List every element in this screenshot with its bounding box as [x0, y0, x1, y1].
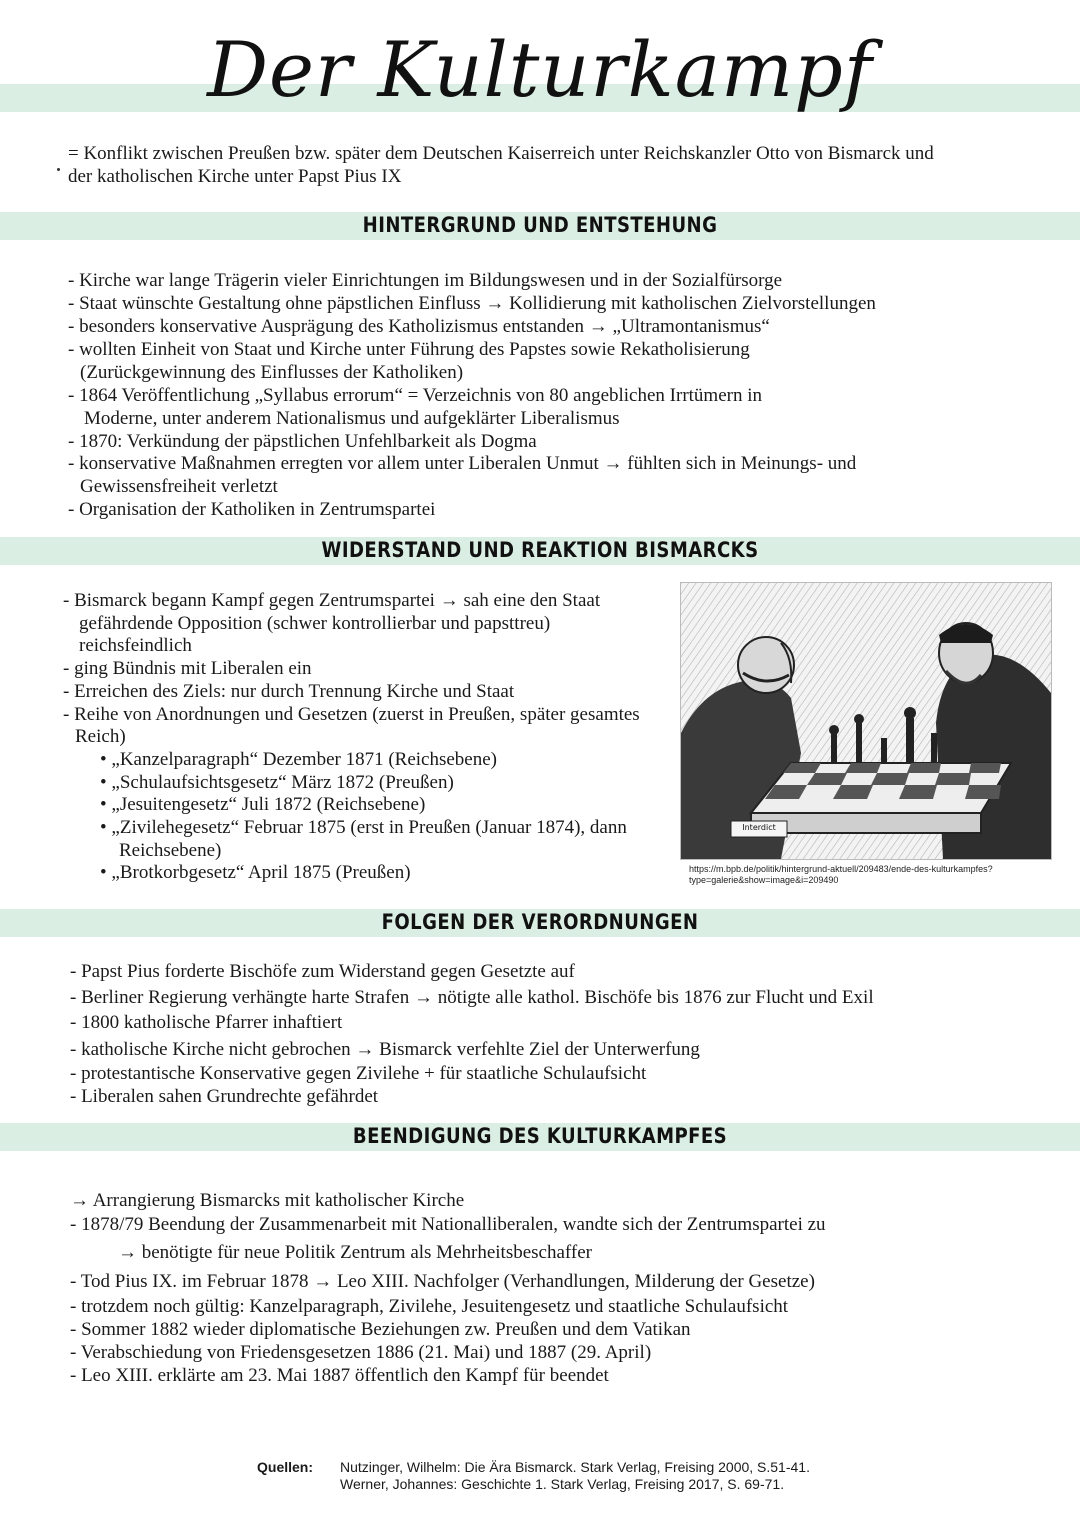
chess-players-drawing [681, 583, 1051, 859]
text-line: - Organisation der Katholiken in Zentrumspartei [68, 499, 436, 520]
page-title: Der Kulturkampf [207, 25, 873, 114]
text-line: - Kirche war lange Trägerin vieler Einrichtungen im Bildungswesen und in der Sozialfürsorge [68, 270, 783, 291]
list-item: • „Kanzelparagraph“ Dezember 1871 (Reichsebene) [100, 749, 497, 770]
text-line: - besonders konservative Ausprägung des Katholizismus entstanden → „Ultramontanismus“ [68, 316, 770, 337]
text-line: - Tod Pius IX. im Februar 1878 → Leo XIII. Nachfolger (Verhandlungen, Milderung der Gesetze) [70, 1271, 815, 1292]
list-item: • „Brotkorbgesetz“ April 1875 (Preußen) [100, 862, 411, 883]
text-line: gefährdende Opposition (schwer kontrollierbar und papsttreu) [79, 613, 551, 634]
image-caption-line: type=galerie&show=image&i=209490 [689, 875, 839, 885]
text-line: - Leo XIII. erklärte am 23. Mai 1887 öffentlich den Kampf für beendet [70, 1365, 609, 1386]
text-line: Gewissensfreiheit verletzt [80, 476, 278, 497]
text-line: - Reihe von Anordnungen und Gesetzen (zuerst in Preußen, später gesamtes [63, 704, 640, 725]
image-caption-line: https://m.bpb.de/politik/hintergrund-aktuell/209483/ende-des-kulturkampfes? [689, 864, 993, 874]
section-heading-beendigung: BEENDIGUNG DES KULTURKAMPFES [352, 1124, 728, 1148]
text-line: - protestantische Konservative gegen Zivilehe + für staatliche Schulaufsicht [70, 1063, 647, 1084]
text-line: - konservative Maßnahmen erregten vor allem unter Liberalen Unmut → fühlten sich in Meinungs- und [68, 453, 857, 474]
list-item: • „Jesuitengesetz“ Juli 1872 (Reichsebene) [100, 794, 426, 815]
text-line: - trotzdem noch gültig: Kanzelparagraph, Zivilehe, Jesuitengesetz und staatliche Schulaufsicht [70, 1296, 789, 1317]
section-heading-folgen: FOLGEN DER VERORDNUNGEN [381, 910, 699, 934]
text-line: - Staat wünschte Gestaltung ohne päpstlichen Einfluss → Kollidierung mit katholischen Zielvorstellungen [68, 293, 876, 314]
section-heading-hintergrund: HINTERGRUND UND ENTSTEHUNG [362, 213, 718, 237]
bullet-dot [57, 168, 60, 171]
text-line: reichsfeindlich [79, 635, 192, 656]
text-line: - wollten Einheit von Staat und Kirche unter Führung des Papstes sowie Rekatholisierung [68, 339, 750, 360]
image-caption [689, 864, 993, 886]
sources-label: Quellen: [257, 1459, 314, 1475]
text-line: - 1870: Verkündung der päpstlichen Unfehlbarkeit als Dogma [68, 431, 537, 452]
list-item: Reichsebene) [119, 840, 222, 861]
image-label: Interdict [742, 823, 776, 832]
list-item: • „Zivilehegesetz“ Februar 1875 (erst in Preußen (Januar 1874), dann [100, 817, 627, 838]
section-heading-widerstand: WIDERSTAND UND REAKTION BISMARCKS [321, 538, 759, 562]
text-line: - 1878/79 Beendung der Zusammenarbeit mit Nationalliberalen, wandte sich der Zentrumspartei zu [70, 1214, 826, 1235]
text-line: - 1864 Veröffentlichung „Syllabus errorum“ = Verzeichnis von 80 angeblichen Irrtümern in [68, 385, 763, 406]
list-item: • „Schulaufsichtsgesetz“ März 1872 (Preußen) [100, 772, 454, 793]
text-line: (Zurückgewinnung des Einflusses der Katholiken) [80, 362, 464, 383]
text-line: - Berliner Regierung verhängte harte Strafen → nötigte alle kathol. Bischöfe bis 1876 zur Flucht und Exil [70, 987, 874, 1008]
text-line: - Sommer 1882 wieder diplomatische Beziehungen zw. Preußen und dem Vatikan [70, 1319, 691, 1340]
text-line: → benötigte für neue Politik Zentrum als Mehrheitsbeschaffer [118, 1242, 592, 1263]
text-line: - Erreichen des Ziels: nur durch Trennung Kirche und Staat [63, 681, 515, 702]
text-line: Reich) [75, 726, 126, 747]
cartoon-illustration [680, 582, 1052, 860]
source-item: Werner, Johannes: Geschichte 1. Stark Verlag, Freising 2017, S. 69-71. [340, 1476, 785, 1492]
text-line: - katholische Kirche nicht gebrochen → Bismarck verfehlte Ziel der Unterwerfung [70, 1039, 700, 1060]
source-item: Nutzinger, Wilhelm: Die Ära Bismarck. Stark Verlag, Freising 2000, S.51-41. [340, 1459, 810, 1475]
text-line: Moderne, unter anderem Nationalismus und aufgeklärter Liberalismus [84, 408, 620, 429]
text-line: - Verabschiedung von Friedensgesetzen 1886 (21. Mai) und 1887 (29. April) [70, 1342, 652, 1363]
text-line: - 1800 katholische Pfarrer inhaftiert [70, 1012, 343, 1033]
text-line: - ging Bündnis mit Liberalen ein [63, 658, 312, 679]
text-line: - Liberalen sahen Grundrechte gefährdet [70, 1086, 379, 1107]
text-line: - Bismarck begann Kampf gegen Zentrumspartei → sah eine den Staat [63, 590, 601, 611]
text-line: - Papst Pius forderte Bischöfe zum Widerstand gegen Gesetzte auf [70, 961, 575, 982]
intro-line: = Konflikt zwischen Preußen bzw. später dem Deutschen Kaiserreich unter Reichskanzler Otto von Bismarck und [68, 143, 934, 164]
intro-line: der katholischen Kirche unter Papst Pius IX [68, 166, 402, 187]
text-line: → Arrangierung Bismarcks mit katholischer Kirche [70, 1190, 465, 1211]
